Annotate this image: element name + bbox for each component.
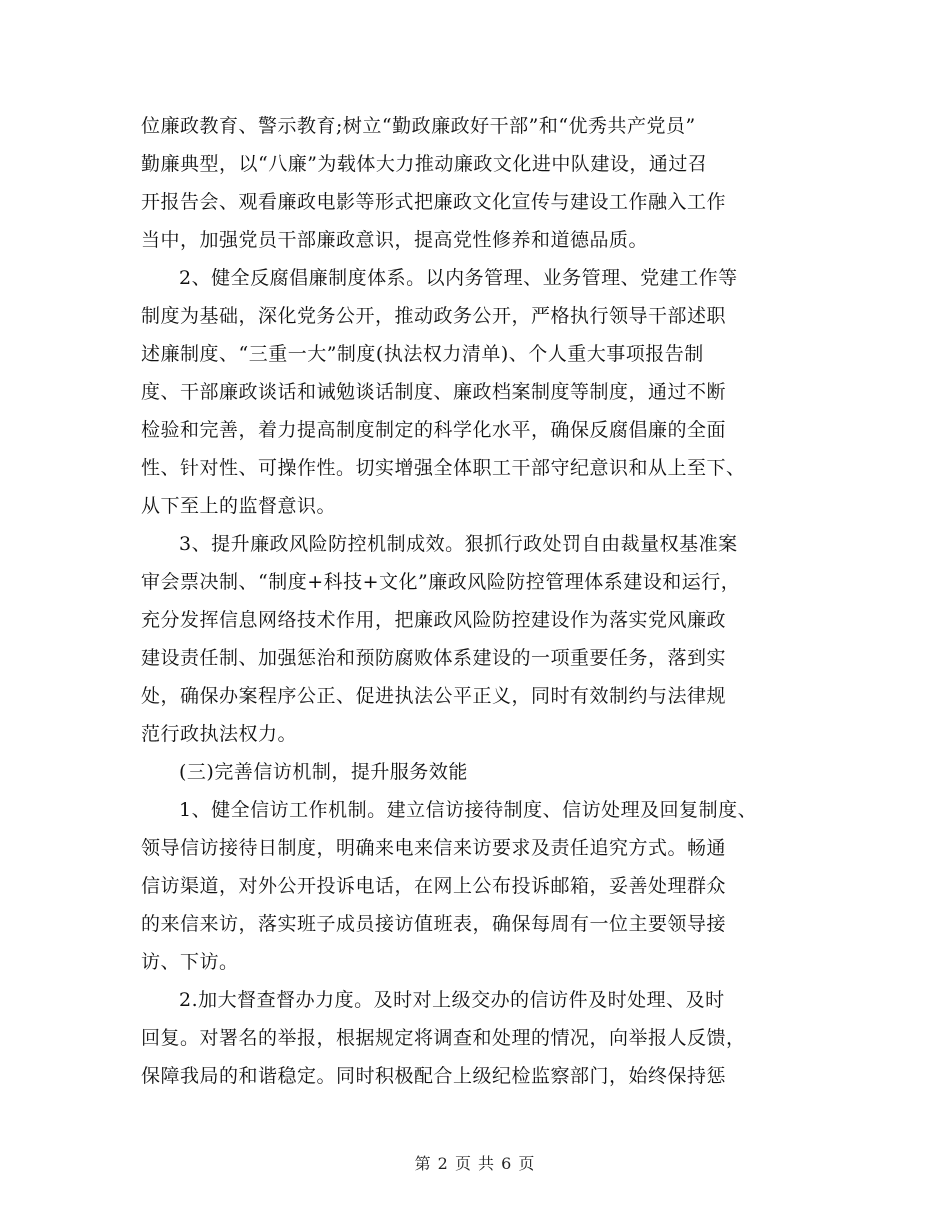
text-line: 建设责任制、加强惩治和预防腐败体系建设的一项重要任务，落到实 [141,647,727,669]
text-line: 访、下访。 [141,951,239,973]
page-number: 第 2 页 共 6 页 [414,1154,536,1173]
text-line: 制度为基础，深化党务公开，推动政务公开，严格执行领导干部述职 [141,305,727,327]
text-line: 3、提升廉政风险防控机制成效。狠抓行政处罚自由裁量权基准案 [179,533,738,555]
text-line: 1、健全信访工作机制。建立信访接待制度、信访处理及回复制度、 [179,799,758,821]
text-line: 当中，加强党员干部廉政意识，提高党性修养和道德品质。 [141,229,649,251]
text-line: 领导信访接待日制度，明确来电来信来访要求及责任追究方式。畅通 [141,837,727,859]
text-line: 2.加大督查督办力度。及时对上级交办的信访件及时处理、及时 [179,989,725,1011]
text-line: 从下至上的监督意识。 [141,495,337,517]
text-line: 回复。对署名的举报，根据规定将调查和处理的情况，向举报人反馈， [141,1027,746,1049]
section-heading: (三)完善信访机制，提升服务效能 [179,761,468,783]
text-line: 检验和完善，着力提高制度制定的科学化水平，确保反腐倡廉的全面 [141,419,727,441]
text-line: 审会票决制、“制度+科技+文化”廉政风险防控管理体系建设和运行， [141,571,741,593]
text-line: 性、针对性、可操作性。切实增强全体职工干部守纪意识和从上至下、 [141,457,746,479]
text-line: 度、干部廉政谈话和诫勉谈话制度、廉政档案制度等制度，通过不断 [141,381,727,403]
text-line: 范行政执法权力。 [141,723,298,745]
text-line: 开报告会、观看廉政电影等形式把廉政文化宣传与建设工作融入工作 [141,191,727,213]
text-line: 位廉政教育、警示教育;树立“勤政廉政好干部”和“优秀共产党员” [141,115,696,137]
text-line: 勤廉典型，以“八廉”为载体大力推动廉政文化进中队建设，通过召 [141,153,708,175]
text-line: 2、健全反腐倡廉制度体系。以内务管理、业务管理、党建工作等 [179,267,738,289]
text-line: 保障我局的和谐稳定。同时积极配合上级纪检监察部门，始终保持惩 [141,1065,727,1087]
text-line: 处，确保办案程序公正、促进执法公平正义，同时有效制约与法律规 [141,685,727,707]
text-line: 述廉制度、“三重一大”制度(执法权力清单)、个人重大事项报告制 [141,343,704,365]
text-line: 充分发挥信息网络技术作用，把廉政风险防控建设作为落实党风廉政 [141,609,727,631]
text-line: 信访渠道，对外公开投诉电话，在网上公布投诉邮箱，妥善处理群众 [141,875,727,897]
text-line: 的来信来访，落实班子成员接访值班表，确保每周有一位主要领导接 [141,913,727,935]
